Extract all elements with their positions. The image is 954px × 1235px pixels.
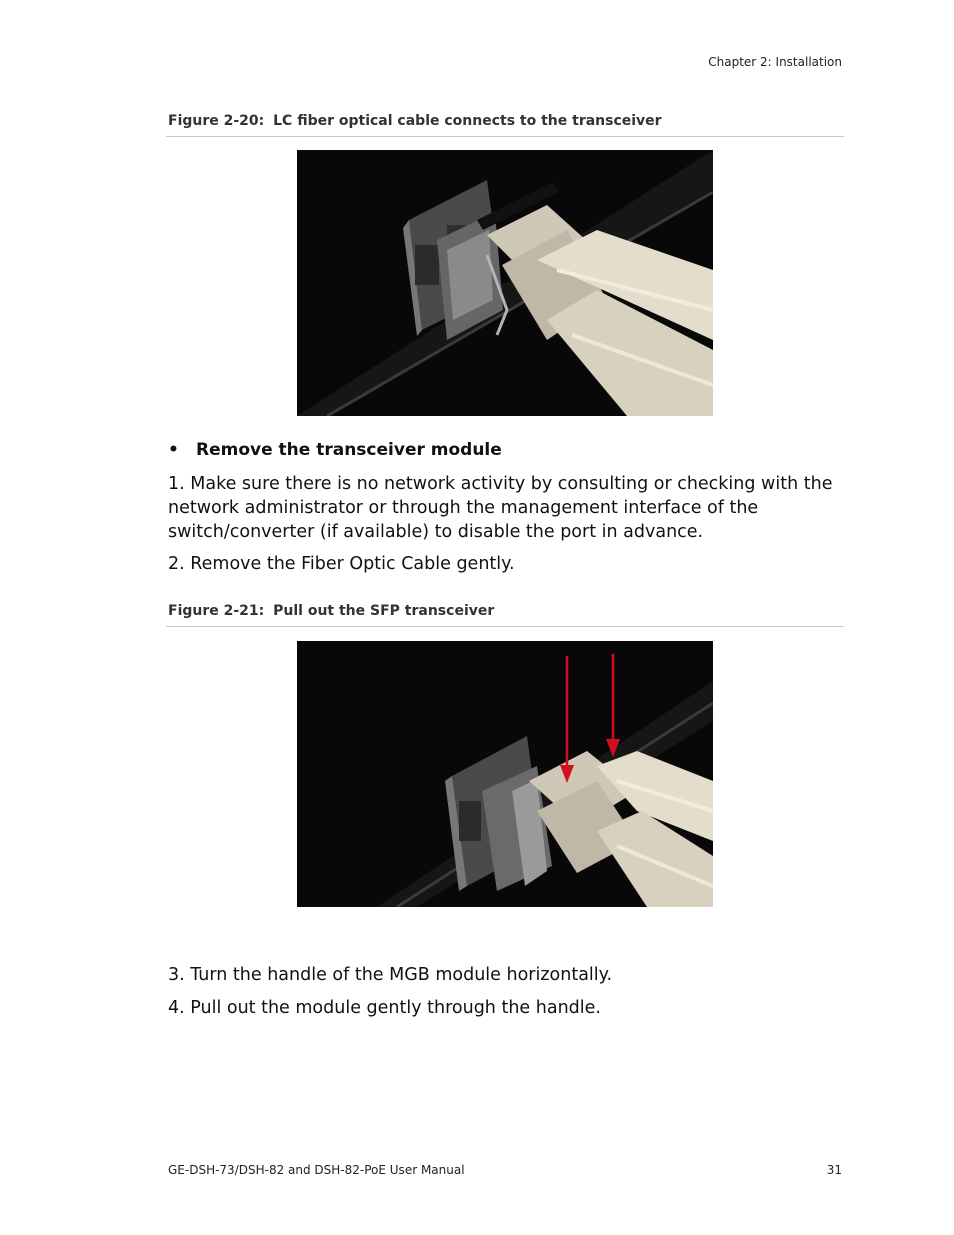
step-4: 4. Pull out the module gently through the handle. xyxy=(168,998,601,1018)
figure-20-rule xyxy=(166,136,844,137)
figure-20-text: LC fiber optical cable connects to the transceiver xyxy=(273,113,662,129)
figure-21-rule xyxy=(166,626,844,627)
step-3: 3. Turn the handle of the MGB module horizontally. xyxy=(168,965,613,985)
figure-21-number: Figure 2-21: xyxy=(168,603,265,619)
footer-page-number: 31 xyxy=(826,1163,842,1177)
step-2: 2. Remove the Fiber Optic Cable gently. xyxy=(168,554,515,574)
section-heading-text: Remove the transceiver module xyxy=(196,440,502,460)
figure-20-number: Figure 2-20: xyxy=(168,113,265,129)
running-header: Chapter 2: Installation xyxy=(708,55,842,69)
step-1: 1. Make sure there is no network activity by consulting or checking with the network administrator or through the management interface of the switch/converter (if available) to disable the port in advance. xyxy=(168,474,833,542)
figure-20-caption xyxy=(168,113,662,129)
bullet-glyph: • xyxy=(168,440,179,460)
figure-21-photo xyxy=(297,641,713,907)
figure-20-photo xyxy=(297,150,713,416)
footer-manual-title: GE-DSH-73/DSH-82 and DSH-82-PoE User Manual xyxy=(168,1163,465,1177)
figure-21-caption xyxy=(168,603,494,619)
section-heading xyxy=(168,440,502,460)
figure-21-text: Pull out the SFP transceiver xyxy=(273,603,495,619)
